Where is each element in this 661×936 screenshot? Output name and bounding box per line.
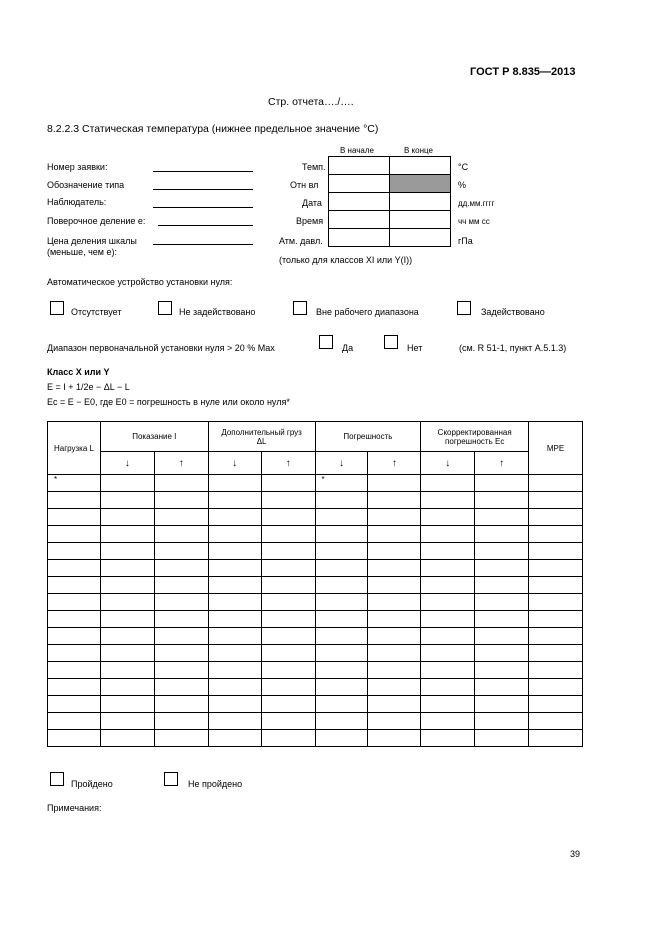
unit-time: чч мм сс xyxy=(458,217,490,226)
table-cell[interactable] xyxy=(529,526,583,543)
table-cell[interactable] xyxy=(261,662,315,679)
table-cell[interactable] xyxy=(48,662,101,679)
table-cell[interactable] xyxy=(100,662,154,679)
table-cell[interactable] xyxy=(368,713,421,730)
table-cell[interactable] xyxy=(315,679,368,696)
table-cell[interactable] xyxy=(48,628,101,645)
table-cell[interactable] xyxy=(208,645,261,662)
table-cell[interactable] xyxy=(315,543,368,560)
field-label-request-number: Номер заявки: xyxy=(47,162,108,172)
temp-end-cell[interactable] xyxy=(390,157,451,175)
table-cell[interactable] xyxy=(315,509,368,526)
table-cell[interactable] xyxy=(208,730,261,747)
header-mpe: MPE xyxy=(529,422,583,475)
table-cell[interactable] xyxy=(529,662,583,679)
table-cell[interactable] xyxy=(100,543,154,560)
table-cell[interactable] xyxy=(154,611,208,628)
header-corrected-line1: Скорректированная xyxy=(437,427,512,437)
arrow-down-extra: ↓ xyxy=(208,452,261,475)
zero-range-label: Диапазон первоначальной установки нуля > 20 % Max xyxy=(47,343,275,353)
date-start-cell[interactable] xyxy=(329,193,390,211)
table-cell[interactable] xyxy=(261,594,315,611)
table-cell[interactable] xyxy=(261,526,315,543)
results-table xyxy=(47,421,583,747)
table-cell[interactable] xyxy=(154,628,208,645)
table-cell[interactable] xyxy=(421,628,475,645)
table-cell[interactable] xyxy=(154,526,208,543)
time-start-cell[interactable] xyxy=(329,211,390,229)
table-row xyxy=(48,730,583,747)
table-cell[interactable] xyxy=(368,645,421,662)
table-cell[interactable] xyxy=(261,696,315,713)
table-cell[interactable] xyxy=(529,594,583,611)
table-cell[interactable] xyxy=(154,543,208,560)
table-cell[interactable] xyxy=(261,679,315,696)
table-cell[interactable] xyxy=(368,730,421,747)
option-used-label: Задействовано xyxy=(481,307,545,317)
table-cell[interactable] xyxy=(261,560,315,577)
arrow-up-corrected: ↑ xyxy=(475,452,529,475)
table-cell[interactable] xyxy=(368,475,421,492)
table-cell[interactable] xyxy=(154,509,208,526)
table-cell[interactable] xyxy=(208,594,261,611)
table-cell[interactable] xyxy=(48,611,101,628)
table-cell[interactable] xyxy=(421,526,475,543)
table-cell[interactable] xyxy=(100,526,154,543)
table-cell[interactable] xyxy=(315,645,368,662)
table-row xyxy=(48,475,583,492)
table-cell[interactable] xyxy=(315,560,368,577)
table-cell[interactable] xyxy=(315,628,368,645)
table-cell[interactable] xyxy=(475,679,529,696)
table-cell[interactable] xyxy=(208,543,261,560)
table-cell[interactable] xyxy=(48,713,101,730)
table-cell[interactable] xyxy=(261,730,315,747)
time-end-cell[interactable] xyxy=(390,211,451,229)
cond-label-humidity: Отн вл xyxy=(290,180,319,190)
table-cell[interactable] xyxy=(368,594,421,611)
field-label-scale-interval-note: (меньше, чем e): xyxy=(47,247,117,257)
table-cell[interactable] xyxy=(48,509,101,526)
header-extra-load-line2: ΔL xyxy=(256,436,267,446)
table-cell[interactable] xyxy=(315,594,368,611)
temp-start-cell[interactable] xyxy=(329,157,390,175)
table-cell[interactable] xyxy=(475,577,529,594)
table-cell[interactable] xyxy=(261,628,315,645)
passed-label: Пройдено xyxy=(71,779,113,789)
table-row xyxy=(48,577,583,594)
table-cell[interactable] xyxy=(368,492,421,509)
table-cell[interactable] xyxy=(100,730,154,747)
table-row xyxy=(48,679,583,696)
request-number-line[interactable] xyxy=(153,171,253,172)
table-cell[interactable] xyxy=(100,475,154,492)
table-cell[interactable] xyxy=(368,526,421,543)
table-cell[interactable] xyxy=(529,713,583,730)
table-cell[interactable] xyxy=(208,509,261,526)
table-row xyxy=(48,628,583,645)
table-row xyxy=(48,509,583,526)
checkbox-passed[interactable] xyxy=(50,772,64,786)
humidity-end-cell xyxy=(390,175,451,193)
table-cell[interactable] xyxy=(475,645,529,662)
table-cell[interactable] xyxy=(475,560,529,577)
table-cell[interactable] xyxy=(475,713,529,730)
table-cell[interactable] xyxy=(315,611,368,628)
table-cell[interactable] xyxy=(261,713,315,730)
table-cell[interactable] xyxy=(529,645,583,662)
option-out-of-range-label: Вне рабочего диапазона xyxy=(316,307,419,317)
option-yes-label: Да xyxy=(342,343,354,353)
table-cell[interactable] xyxy=(100,628,154,645)
table-cell[interactable] xyxy=(48,730,101,747)
header-reading: Показание I xyxy=(100,422,208,452)
table-row xyxy=(48,611,583,628)
table-cell[interactable] xyxy=(529,577,583,594)
table-cell[interactable] xyxy=(208,526,261,543)
formula-corrected-error: Ec = E − E0, где E0 = погрешность в нуле или около нуля* xyxy=(47,397,290,407)
table-cell[interactable] xyxy=(529,560,583,577)
field-label-observer: Наблюдатель: xyxy=(47,197,107,207)
checkbox-not-used[interactable] xyxy=(158,301,172,315)
table-cell[interactable] xyxy=(208,560,261,577)
table-cell[interactable] xyxy=(421,577,475,594)
table-row xyxy=(48,543,583,560)
table-cell[interactable] xyxy=(261,543,315,560)
verification-interval-line[interactable] xyxy=(158,225,253,226)
table-cell[interactable] xyxy=(208,679,261,696)
table-cell[interactable]: * xyxy=(48,475,101,492)
table-cell[interactable] xyxy=(368,543,421,560)
observer-line[interactable] xyxy=(153,207,253,208)
table-cell[interactable] xyxy=(529,492,583,509)
header-extra-load xyxy=(208,422,315,452)
arrow-up-error: ↑ xyxy=(368,452,421,475)
table-cell[interactable] xyxy=(421,662,475,679)
table-cell[interactable] xyxy=(421,475,475,492)
failed-label: Не пройдено xyxy=(188,779,243,789)
table-cell[interactable] xyxy=(315,492,368,509)
header-corrected-line2: погрешность Ec xyxy=(445,436,505,446)
table-cell[interactable] xyxy=(100,594,154,611)
col-end-label: В конце xyxy=(404,146,433,155)
checkbox-no[interactable] xyxy=(384,335,398,349)
table-cell[interactable] xyxy=(208,492,261,509)
arrow-up-reading: ↑ xyxy=(154,452,208,475)
table-cell[interactable] xyxy=(529,475,583,492)
table-cell[interactable] xyxy=(475,475,529,492)
page-number: 39 xyxy=(570,849,581,859)
table-cell[interactable] xyxy=(48,577,101,594)
option-no-label: Нет xyxy=(407,343,423,353)
table-cell[interactable] xyxy=(100,492,154,509)
table-cell[interactable] xyxy=(261,492,315,509)
table-cell[interactable] xyxy=(261,611,315,628)
table-cell[interactable] xyxy=(368,560,421,577)
field-label-verification-interval: Поверочное деление e: xyxy=(47,216,146,226)
table-cell[interactable] xyxy=(368,509,421,526)
table-cell[interactable] xyxy=(100,611,154,628)
table-cell[interactable] xyxy=(48,492,101,509)
table-cell[interactable] xyxy=(154,492,208,509)
table-cell[interactable] xyxy=(475,543,529,560)
table-cell[interactable] xyxy=(475,526,529,543)
table-cell[interactable] xyxy=(261,475,315,492)
table-cell[interactable] xyxy=(421,611,475,628)
table-cell[interactable] xyxy=(421,696,475,713)
table-cell[interactable] xyxy=(475,628,529,645)
table-cell[interactable] xyxy=(208,577,261,594)
table-cell[interactable] xyxy=(208,713,261,730)
class-title: Класс X или Y xyxy=(47,367,110,377)
table-cell[interactable] xyxy=(100,645,154,662)
col-start-label: В начале xyxy=(340,146,374,155)
table-cell[interactable] xyxy=(368,628,421,645)
table-cell[interactable] xyxy=(154,594,208,611)
header-extra-load-line1: Дополнительный груз xyxy=(221,427,302,437)
table-cell[interactable] xyxy=(475,730,529,747)
table-cell[interactable] xyxy=(475,509,529,526)
table-cell[interactable] xyxy=(48,594,101,611)
table-cell[interactable] xyxy=(154,679,208,696)
table-cell[interactable] xyxy=(154,713,208,730)
table-cell[interactable] xyxy=(48,696,101,713)
zero-device-label: Автоматическое устройство установки нуля: xyxy=(47,277,233,287)
table-cell[interactable] xyxy=(208,611,261,628)
table-cell[interactable] xyxy=(261,509,315,526)
header-error: Погрешность xyxy=(315,422,421,452)
table-cell[interactable] xyxy=(475,594,529,611)
type-line[interactable] xyxy=(153,189,253,190)
table-cell[interactable] xyxy=(421,730,475,747)
table-cell[interactable] xyxy=(529,628,583,645)
table-cell[interactable] xyxy=(315,526,368,543)
table-cell[interactable] xyxy=(368,679,421,696)
table-cell[interactable] xyxy=(421,594,475,611)
table-cell[interactable] xyxy=(154,475,208,492)
table-cell[interactable] xyxy=(48,679,101,696)
table-cell[interactable] xyxy=(208,628,261,645)
table-cell[interactable] xyxy=(475,611,529,628)
table-row xyxy=(48,713,583,730)
table-cell[interactable] xyxy=(208,696,261,713)
table-cell[interactable] xyxy=(48,526,101,543)
table-cell[interactable] xyxy=(529,679,583,696)
table-cell[interactable] xyxy=(529,696,583,713)
unit-pressure: гПа xyxy=(458,236,473,246)
option-absent-label: Отсутствует xyxy=(71,307,122,317)
table-row xyxy=(48,645,583,662)
table-cell[interactable] xyxy=(421,645,475,662)
table-cell[interactable] xyxy=(48,645,101,662)
table-cell[interactable] xyxy=(315,577,368,594)
table-cell[interactable] xyxy=(100,679,154,696)
arrow-up-extra: ↑ xyxy=(261,452,315,475)
table-row xyxy=(48,526,583,543)
option-not-used-label: Не задействовано xyxy=(179,307,256,317)
field-label-type: Обозначение типа xyxy=(47,180,125,190)
table-cell[interactable] xyxy=(154,662,208,679)
cond-label-time: Время xyxy=(296,216,324,226)
table-cell[interactable] xyxy=(475,662,529,679)
table-cell[interactable] xyxy=(368,611,421,628)
table-row xyxy=(48,492,583,509)
table-cell[interactable] xyxy=(529,611,583,628)
table-cell[interactable] xyxy=(154,577,208,594)
checkbox-absent[interactable] xyxy=(50,301,64,315)
table-cell[interactable] xyxy=(421,713,475,730)
table-cell[interactable] xyxy=(529,509,583,526)
arrow-down-corrected: ↓ xyxy=(421,452,475,475)
table-cell[interactable] xyxy=(421,492,475,509)
table-cell[interactable] xyxy=(315,696,368,713)
pressure-start-cell[interactable] xyxy=(329,229,390,247)
checkbox-used[interactable] xyxy=(457,301,471,315)
unit-temp: °С xyxy=(458,162,469,172)
table-cell[interactable] xyxy=(48,560,101,577)
unit-humidity: % xyxy=(458,180,467,190)
arrow-down-error: ↓ xyxy=(315,452,368,475)
table-row xyxy=(48,696,583,713)
table-cell[interactable] xyxy=(475,696,529,713)
section-title: 8.2.2.3 Статическая температура (нижнее предельное значение °С) xyxy=(47,123,379,135)
table-cell[interactable] xyxy=(208,662,261,679)
unit-date: дд.мм.гггг xyxy=(458,199,495,208)
table-cell[interactable]: * xyxy=(315,475,368,492)
pressure-end-cell[interactable] xyxy=(390,229,451,247)
table-row xyxy=(48,662,583,679)
table-cell[interactable] xyxy=(368,577,421,594)
header-load: Нагрузка L xyxy=(48,422,101,475)
table-cell[interactable] xyxy=(154,645,208,662)
table-cell[interactable] xyxy=(529,730,583,747)
zero-range-reference: (см. R 51-1, пункт А.5.1.3) xyxy=(459,343,567,353)
date-end-cell[interactable] xyxy=(390,193,451,211)
table-cell[interactable] xyxy=(261,645,315,662)
table-cell[interactable] xyxy=(421,679,475,696)
table-cell[interactable] xyxy=(315,662,368,679)
report-page: Стр. отчета…./…. xyxy=(268,96,354,108)
arrow-down-reading: ↓ xyxy=(100,452,154,475)
table-cell[interactable] xyxy=(154,560,208,577)
notes-label: Примечания: xyxy=(47,803,102,813)
formula-error: E = I + 1/2e − ΔL − L xyxy=(47,382,130,392)
table-cell[interactable] xyxy=(100,560,154,577)
table-cell[interactable] xyxy=(154,696,208,713)
table-cell[interactable] xyxy=(421,509,475,526)
cond-label-temp: Темп. xyxy=(302,162,326,172)
table-cell[interactable] xyxy=(100,577,154,594)
table-cell[interactable] xyxy=(475,492,529,509)
scale-interval-line[interactable] xyxy=(153,244,253,245)
table-cell[interactable] xyxy=(368,662,421,679)
table-cell[interactable] xyxy=(368,696,421,713)
table-cell[interactable] xyxy=(100,696,154,713)
cond-label-pressure: Атм. давл. xyxy=(279,236,323,246)
checkbox-yes[interactable] xyxy=(319,335,333,349)
table-cell[interactable] xyxy=(315,713,368,730)
table-cell[interactable] xyxy=(315,730,368,747)
table-row xyxy=(48,594,583,611)
table-cell[interactable] xyxy=(421,560,475,577)
table-cell[interactable] xyxy=(208,475,261,492)
cond-label-date: Дата xyxy=(302,198,322,208)
table-cell[interactable] xyxy=(261,577,315,594)
table-cell[interactable] xyxy=(529,543,583,560)
table-cell[interactable] xyxy=(154,730,208,747)
checkbox-failed[interactable] xyxy=(164,772,178,786)
table-cell[interactable] xyxy=(421,543,475,560)
conditions-grid xyxy=(328,156,451,247)
header-corrected-error xyxy=(421,422,529,452)
conditions-note: (только для классов XI или Y(I)) xyxy=(279,255,413,265)
humidity-start-cell[interactable] xyxy=(329,175,390,193)
table-cell[interactable] xyxy=(100,713,154,730)
table-row xyxy=(48,560,583,577)
checkbox-out-of-range[interactable] xyxy=(293,301,307,315)
table-cell[interactable] xyxy=(48,543,101,560)
standard-number: ГОСТ Р 8.835—2013 xyxy=(470,66,576,78)
field-label-scale-interval: Цена деления шкалы xyxy=(47,236,137,246)
table-cell[interactable] xyxy=(100,509,154,526)
